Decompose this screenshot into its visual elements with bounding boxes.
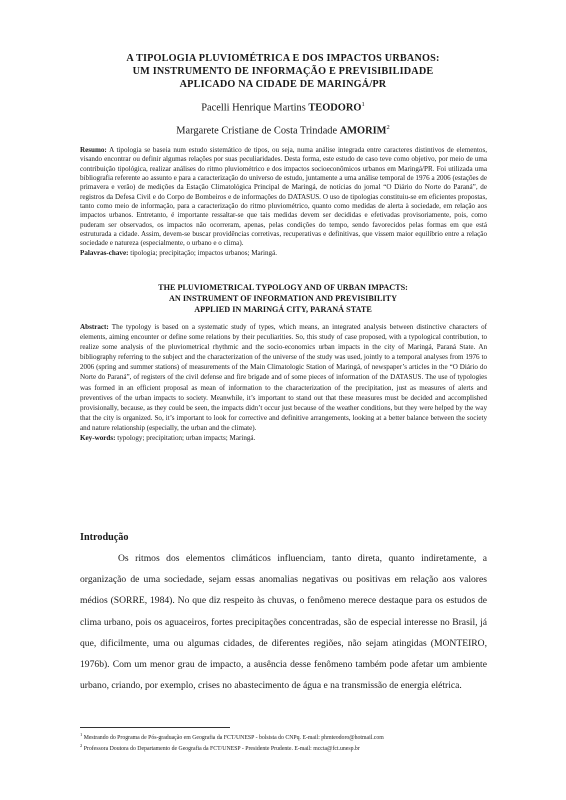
author-1 — [60, 101, 506, 113]
resumo-text: A tipologia se baseia num estudo sistemático de tipos, ou seja, numa análise integrada entre caracteres distintivos de elementos, visando encontrar ou definir algumas relações por suas peculiaridades. Desta forma, este estudo de caso teve como objetivo, por meio de uma contribuição tipológica, realizar análises do ritmo pluviométrico e dos impactos socioeconômicos urbanos em Maringá/PR. Foi utilizada uma bibliografia referente ao assunto e para a caracterização do universo de estudo, juntamente a uma análise temporal de 1976 a 2006 (estações de primavera e verão) de medições da Estação Climatológica Principal de Maringá, de notícias do jornal “O Diário do Norte do Paraná”, de registros da Defesa Civil e do Corpo de Bombeiros e de informações do DATASUS. O uso de tipologias constituiu-se em eficientes propostas, tanto como meio de informação, para a caracterização do ritmo pluviométrico, quanto como medidas de alerta à sociedade, em relação aos impactos urbanos. Entretanto, é importante ressaltar-se que tais medidas devem ser decididas e efetivadas provisoriamente, pois, como puderam ser observados, os impactos não ocorreram, apenas, pelas condições do tempo, sendo favorecidos pelas formas em que está estruturada a cidade. Assim, devem-se buscar providências corretivas, recuperativas e definitivas, que vissem maior equilíbrio entre a relação sociedade e natureza (especialmente, o urbano e o clima). — [80, 146, 487, 248]
title-line: AN INSTRUMENT OF INFORMATION AND PREVISIBILITY — [169, 294, 397, 303]
keywords-label: Key-words: — [80, 434, 116, 443]
title-line: A TIPOLOGIA PLUVIOMÉTRICA E DOS IMPACTOS URBANOS: — [126, 53, 440, 64]
abstract-label: Abstract: — [80, 323, 109, 331]
introduction-body — [80, 548, 487, 696]
section-heading: Introdução — [80, 532, 129, 543]
author-surname: AMORIM — [339, 125, 387, 137]
title-line: APLICADO NA CIDADE DE MARINGÁ/PR — [179, 79, 387, 90]
english-title — [80, 282, 486, 315]
footnote-divider — [80, 727, 230, 728]
title-line: THE PLUVIOMETRICAL TYPOLOGY AND OF URBAN IMPACTS: — [158, 283, 408, 292]
abstract-block — [80, 322, 487, 443]
resumo-label: Resumo: — [80, 146, 107, 154]
resumo-block — [80, 146, 487, 258]
abstract-text: The typology is based on a systematic study of types, which means, an integrated analysis between distinctive characters of elements, aiming encounter or define some relations by their peculiarities. So, this study of case proposed, with a typological contribution, to realize some analysis of the pluviometrical rhythmic and the socio-economics urban impacts in the city of Maringá, Paraná State. An bibliography referring to the subject and the characterization of the universe of the study was used, jointly to a temporal analyses from 1976 to 2006 (spring and summer stations) of measurements of the Main Climatologic Station of Maringá, of newspaper’s articles in the “O Diário do Norte do Paraná”, of registers of the civil defense and fire brigade and of some pieces of information of the DATASUS. The use of typologies was formed in an efficient proposal as mean of information to the characterization of the precipitation, just as measures of alerts and preventives of the urban impacts to society. Meanwhile, it’s important to stand out that these measures must be decided and accomplished provisionally, because, as they could be seen, the impacts didn’t occur just because of the weather conditions, but they were helped by the way that the city is organized. So, it’s important to look for corrective and definitive arrangements, looking at a better balance between the society and nature relationship (especially, the urban and the climate). — [80, 323, 487, 432]
author-given-name: Margarete Cristiane de Costa Trindade — [176, 125, 340, 137]
footnote-text: Professora Doutora do Departamento de Geografia da FCT/UNESP - Presidente Prudente. E-mail: mccta@fct.unesp.br — [82, 746, 360, 753]
footnote-mark: 2 — [80, 743, 83, 749]
footnote-mark: 1 — [80, 732, 83, 737]
title-line: APPLIED IN MARINGÁ CITY, PARANÁ STATE — [194, 305, 372, 314]
author-surname: TEODORO — [308, 102, 362, 114]
keywords-label: Palavras-chave: — [80, 248, 129, 257]
footnote-mark: 1 — [361, 101, 365, 108]
paper-title — [80, 52, 486, 91]
keywords-text: typology; precipitation; urban impacts; Maringá. — [115, 434, 256, 443]
body-paragraph: Os ritmos dos elementos climáticos influenciam, tanto direta, quanto indiretamente, a organização de uma sociedade, sejam essas anomalias negativas ou positivas em relação aos valores médios (SORRE, 1984). No que diz respeito às chuvas, o fenômeno merece destaque para os estudos de clima urbano, pois os aguaceiros, fortes precipitações concentradas, são de especial interesse no Brasil, já que, dificilmente, uma ou algumas cidades, de diferentes regiões, não sejam atingidas (MONTEIRO, 1976b). Com um menor grau de impacto, a ausência desse fenômeno também pode afetar um ambiente urbano, criando, por exemplo, crises no abastecimento de água e na transmissão de energia elétrica. — [80, 553, 487, 692]
author-given-name: Pacelli Henrique Martins — [201, 102, 309, 114]
footnote-mark: 2 — [386, 124, 390, 131]
footnote-text: Mestrando do Programa de Pós-graduação em Geografia da FCT/UNESP - bolsista do CNPq. E-mail: phmteodoro@hotmail.com — [82, 734, 384, 741]
title-line: UM INSTRUMENTO DE INFORMAÇÃO E PREVISIBILIDADE — [132, 66, 434, 77]
footnotes — [80, 731, 500, 754]
keywords-text: tipologia; precipitação; impactos urbanos; Maringá. — [128, 248, 278, 257]
footnote — [80, 742, 500, 753]
footnote — [80, 731, 500, 742]
author-2 — [60, 124, 506, 136]
